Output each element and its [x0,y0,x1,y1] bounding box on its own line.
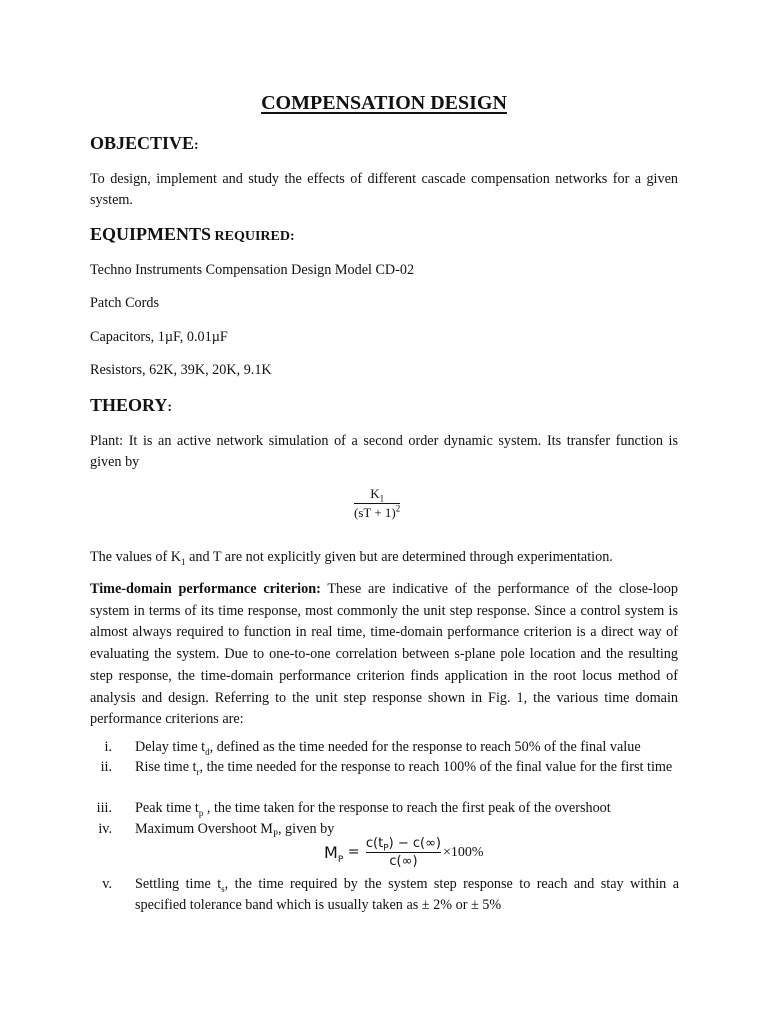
formula-fraction [366,836,441,869]
equipment-item: Techno Instruments Compensation Design Model CD-02 [90,262,415,278]
list-number: iv. [98,821,112,837]
list-item [135,757,679,778]
objective-heading [90,133,199,156]
formula-lhs-symbol: M [324,843,338,862]
values-pre: The values of K [90,549,182,565]
tf-denominator-text: (sT + 1) [354,505,396,520]
list-item-pre: Delay time t [135,739,206,755]
list-item-post: , the time required by the system step response to reach and stay within a specified tolerance band which is usually taken as ± 2% or ± 5% [135,876,679,913]
theory-heading-colon: : [167,400,173,415]
list-item [135,737,679,758]
list-item-post: , given by [277,821,335,837]
formula-numerator [365,836,442,854]
tf-numerator-sub: 1 [379,493,385,504]
list-item-sub: d [205,746,210,757]
equipment-item: Resistors, 62K, 39K, 20K, 9.1K [90,362,272,378]
equipments-heading-required: REQUIRED: [211,229,295,244]
objective-heading-colon: : [194,138,199,153]
list-item-pre: Rise time t [135,759,197,775]
criterion-label: Time-domain performance criterion: [90,581,321,597]
list-number: v. [102,876,112,892]
transfer-function [354,486,400,521]
equipments-heading [90,224,295,247]
equipment-item: Capacitors, 1µF, 0.01µF [90,329,228,345]
values-post: and T are not explicitly given but are determined through experimentation. [185,549,613,565]
page-title: COMPENSATION DESIGN [261,92,507,114]
formula-num-sub: P [383,843,389,854]
values-sentence [90,547,613,568]
criterion-text: These are indicative of the performance of the close-loop system in terms of its time response, most commonly the unit step response. Since a control system is almost always required to function in real time, time-domain performance criterion is a direct way of evaluating the system. Due to one-to-one correlation between s-plane pole location and the resulting step response, the time-domain performance criterion finds application in the root locus method of analysis and design. Referring to the unit step response shown in Fig. 1, the various time domain performance criterions are: [90,581,678,728]
list-item-sub: P [272,828,278,839]
formula-times: ×100% [443,845,484,860]
list-item-pre: Settling time t [135,876,222,892]
overshoot-formula [324,836,484,869]
tf-denominator [354,505,400,521]
list-number: ii. [100,759,112,775]
list-item-post: , the time taken for the response to reach the first peak of the overshoot [203,800,611,816]
equipments-heading-text: EQUIPMENTS [90,224,212,244]
objective-heading-text: OBJECTIVE [90,133,195,153]
formula-denominator: c(∞) [389,854,418,869]
values-sub: 1 [181,556,186,567]
tf-numerator-symbol: K [370,486,380,501]
list-number: iii. [96,800,112,816]
formula-lhs-sub: P [337,855,344,866]
formula-equals: = [343,844,364,860]
formula-num-a: c(t [365,836,384,851]
list-item-sub: p [198,807,204,818]
list-item [135,874,679,916]
formula-num-b: ) − c(∞) [388,836,442,851]
fraction-bar [354,503,400,504]
list-item-sub: s [221,883,225,894]
list-item-pre: Maximum Overshoot M [135,821,273,837]
theory-heading-text: THEORY [90,395,168,415]
objective-text: To design, implement and study the effects of different cascade compensation networks for a given system. [90,171,678,208]
tf-denominator-sup: 2 [395,503,401,514]
list-item-post: , defined as the time needed for the response to reach 50% of the final value [209,739,641,755]
theory-heading [90,395,172,418]
list-item-pre: Peak time t [135,800,199,816]
list-item-post: , the time needed for the response to reach 100% of the final value for the first time [199,759,673,775]
criterion-paragraph [90,579,678,731]
list-item-sub: r [196,766,200,777]
tf-numerator [366,486,388,502]
plant-paragraph: Plant: It is an active network simulation of a second order dynamic system. Its transfer function is given by [90,433,678,470]
equipment-item: Patch Cords [90,295,159,311]
list-number: i. [104,739,112,755]
fraction-bar [366,852,441,853]
list-item [135,798,679,819]
formula-lhs [324,842,344,866]
